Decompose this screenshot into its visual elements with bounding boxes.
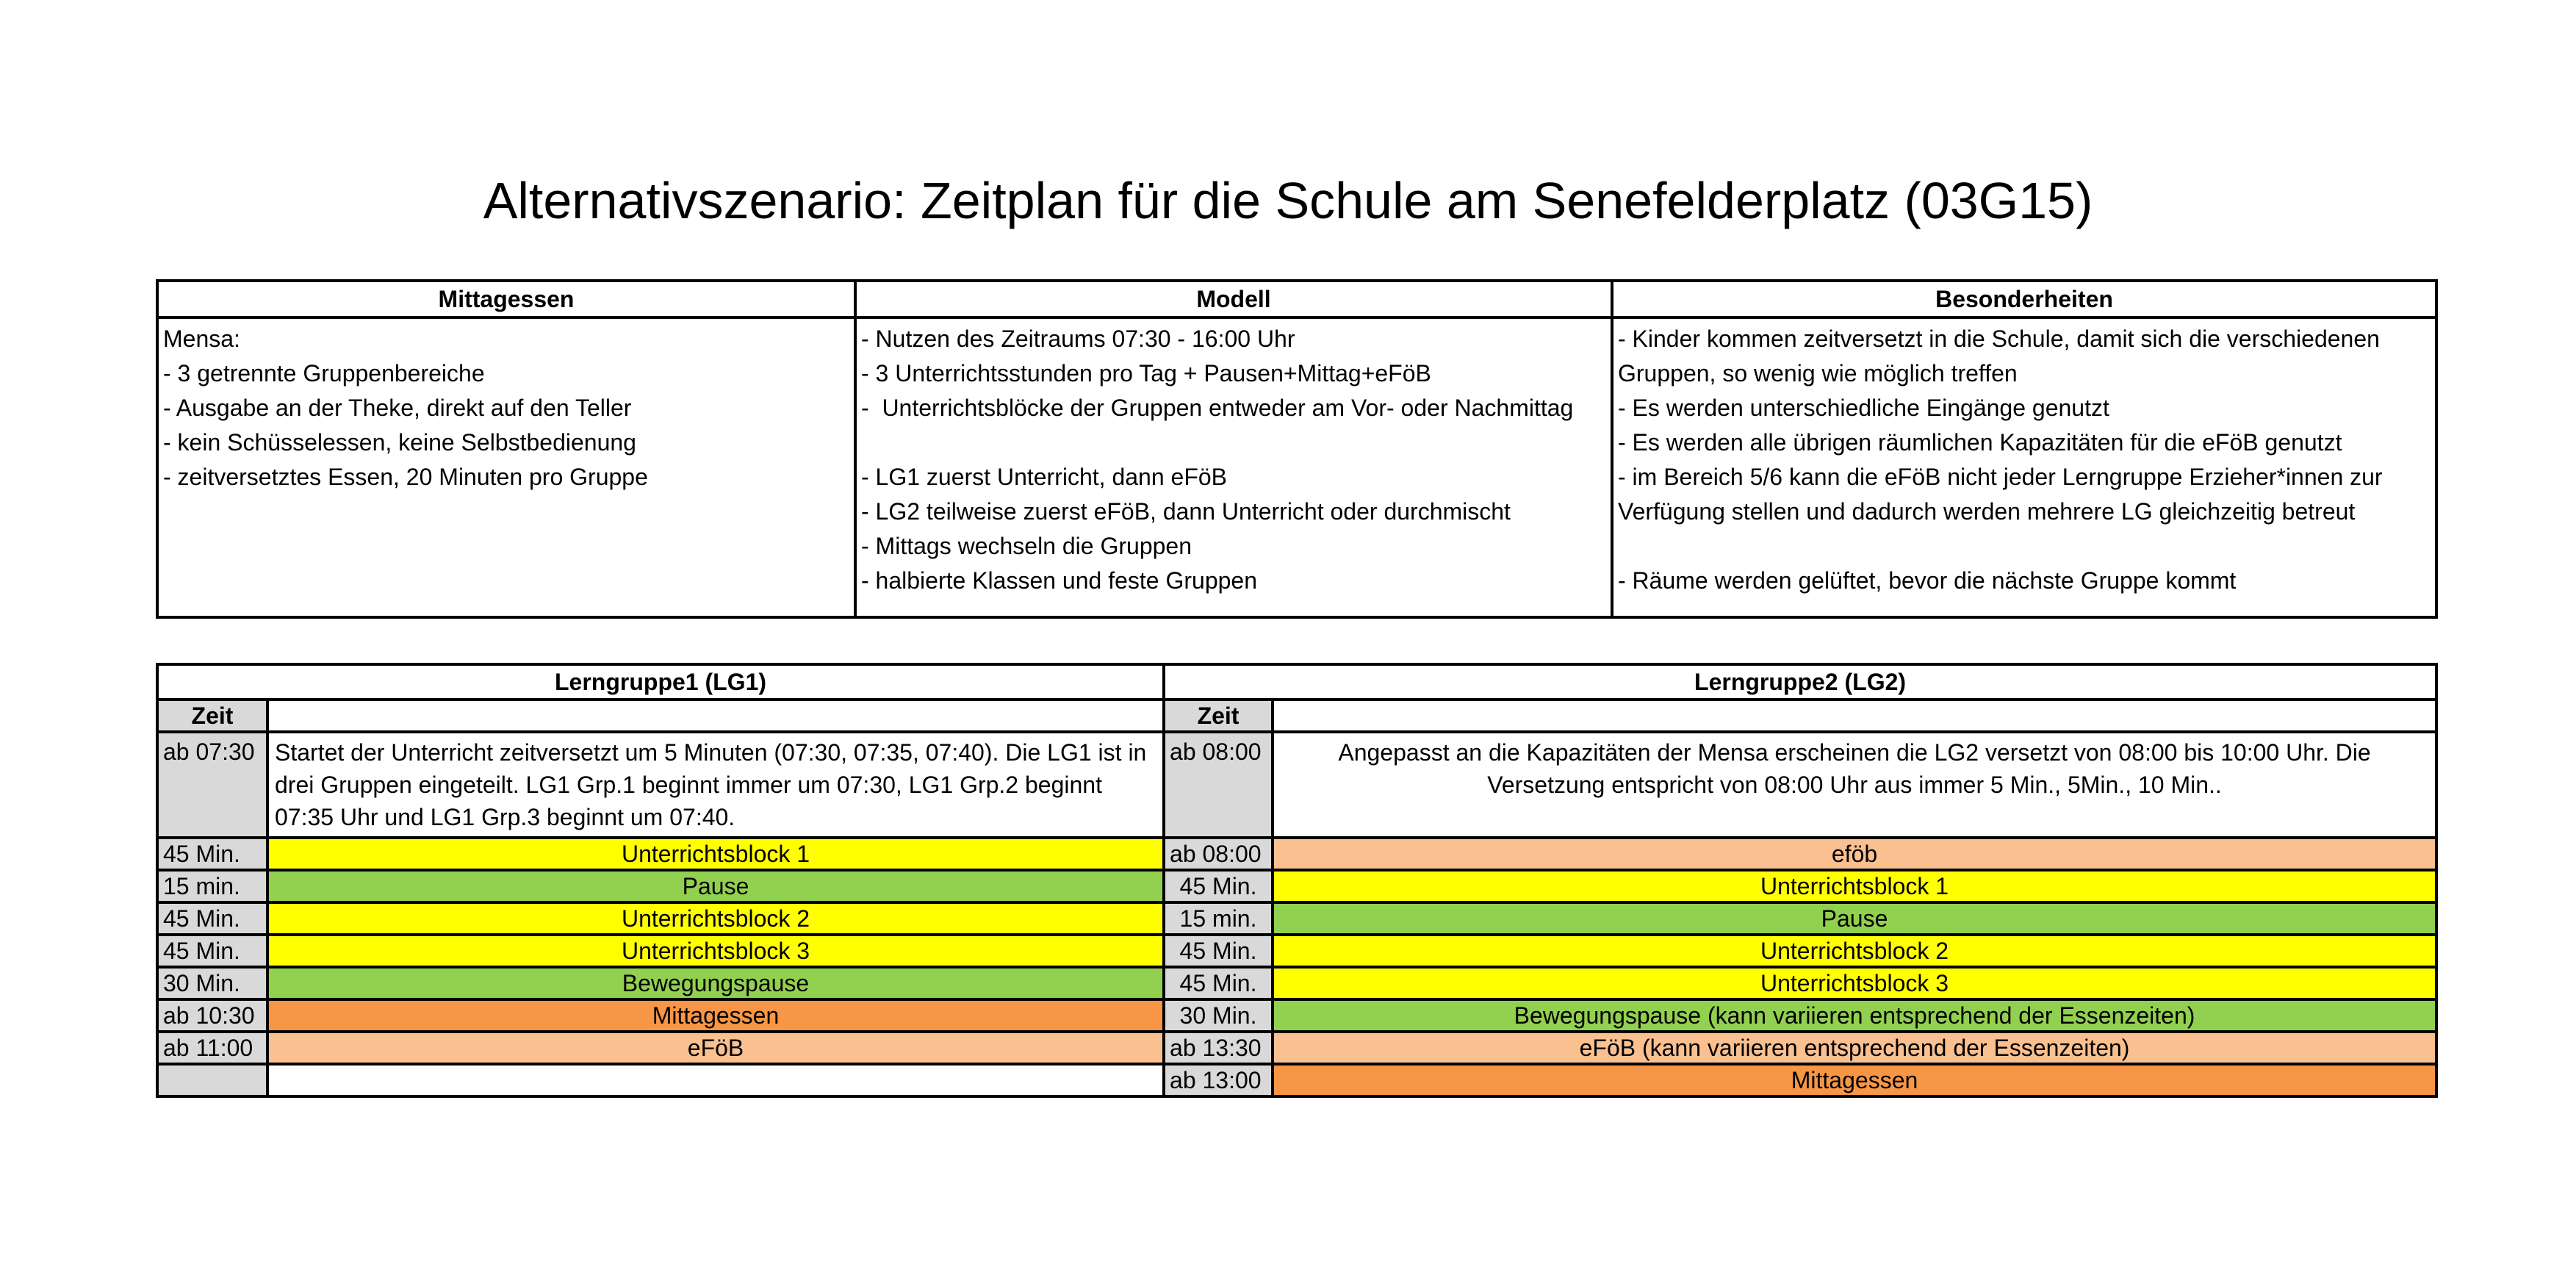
lg1-row-time: ab 10:30 [157, 999, 267, 1032]
modell-line: - Nutzen des Zeitraums 07:30 - 16:00 Uhr [861, 326, 1295, 352]
lg1-row-time [157, 1064, 267, 1096]
schedule-table [156, 663, 2438, 1098]
lg2-row-time: ab 13:30 [1164, 1032, 1273, 1064]
lg1-row-activity: Pause [267, 870, 1164, 902]
lg2-row-activity: Unterrichtsblock 1 [1273, 870, 2436, 902]
lg1-row-time: ab 11:00 [157, 1032, 267, 1064]
lg1-row-time: 45 Min. [157, 838, 267, 870]
schedule-row [157, 1032, 2436, 1064]
besonderheiten-line: - Kinder kommen zeitversetzt in die Schule, damit sich die verschiedenen Gruppen, so wenig wie möglich treffen [1618, 326, 2380, 387]
lg2-header: Lerngruppe2 (LG2) [1164, 664, 2436, 700]
lg1-row-activity: Unterrichtsblock 3 [267, 935, 1164, 967]
besonderheiten-cell [1612, 317, 2436, 617]
lg2-row-time: 15 min. [1164, 902, 1273, 935]
lg1-row-activity: Unterrichtsblock 1 [267, 838, 1164, 870]
lg2-row-time: 45 Min. [1164, 935, 1273, 967]
lg2-row-time: 30 Min. [1164, 999, 1273, 1032]
lg1-row-time: 15 min. [157, 870, 267, 902]
lg1-row-activity: Bewegungspause [267, 967, 1164, 999]
lg2-row-time: ab 08:00 [1164, 838, 1273, 870]
schedule-row [157, 967, 2436, 999]
page-title: Alternativszenario: Zeitplan für die Schule am Senefelderplatz (03G15) [483, 172, 2093, 229]
mittagessen-line: Mensa: [163, 326, 240, 352]
schedule-row [157, 1064, 2436, 1096]
lg2-blank-header [1273, 700, 2436, 732]
lg1-row-activity: Unterrichtsblock 2 [267, 902, 1164, 935]
mittagessen-line: - kein Schüsselessen, keine Selbstbedienung [163, 429, 636, 456]
overview-table [156, 279, 2438, 619]
lg1-row-time: 45 Min. [157, 902, 267, 935]
modell-line: - LG1 zuerst Unterricht, dann eFöB [861, 464, 1227, 490]
mittagessen-line: - 3 getrennte Gruppenbereiche [163, 360, 485, 387]
modell-line: - Mittags wechseln die Gruppen [861, 533, 1192, 559]
lg1-row-activity: Mittagessen [267, 999, 1164, 1032]
modell-line [861, 425, 1606, 460]
modell-line: - Unterrichtsblöcke der Gruppen entweder am Vor- oder Nachmittag [861, 395, 1574, 421]
lg2-intro-time: ab 08:00 [1164, 732, 1273, 838]
lg2-intro-text: Angepasst an die Kapazitäten der Mensa erscheinen die LG2 versetzt von 08:00 bis 10:00 Uhr. Die Versetzung entspricht von 08:00 Uhr aus immer 5 Min., 5Min., 10 Min.. [1273, 732, 2436, 838]
lg1-row-activity: eFöB [267, 1032, 1164, 1064]
lg2-row-activity: Bewegungspause (kann variieren entsprechend der Essenzeiten) [1273, 999, 2436, 1032]
lg2-row-activity: Pause [1273, 902, 2436, 935]
modell-line: - halbierte Klassen und feste Gruppen [861, 567, 1257, 594]
lg1-row-activity [267, 1064, 1164, 1096]
lg2-row-activity: Unterrichtsblock 2 [1273, 935, 2436, 967]
schedule-row [157, 999, 2436, 1032]
lg2-zeit-label: Zeit [1164, 700, 1273, 732]
lg2-row-time: 45 Min. [1164, 967, 1273, 999]
lg2-row-activity: eFöB (kann variieren entsprechend der Essenzeiten) [1273, 1032, 2436, 1064]
modell-cell [855, 317, 1612, 617]
lg2-row-time: 45 Min. [1164, 870, 1273, 902]
lg1-zeit-label: Zeit [157, 700, 267, 732]
besonderheiten-line [1618, 529, 2431, 564]
header-mittagessen: Mittagessen [157, 281, 855, 317]
lg1-row-time: 45 Min. [157, 935, 267, 967]
modell-line: - 3 Unterrichtsstunden pro Tag + Pausen+Mittag+eFöB [861, 360, 1431, 387]
schedule-row [157, 870, 2436, 902]
schedule-row [157, 902, 2436, 935]
lg1-intro-text: Startet der Unterricht zeitversetzt um 5 Minuten (07:30, 07:35, 07:40). Die LG1 ist in drei Gruppen eingeteilt. LG1 Grp.1 beginnt immer um 07:30, LG1 Grp.2 beginnt 07:35 Uhr und LG1 Grp.3 beginnt um 07:40. [267, 732, 1164, 838]
schedule-row [157, 935, 2436, 967]
mittagessen-cell [157, 317, 855, 617]
lg1-blank-header [267, 700, 1164, 732]
lg1-row-time: 30 Min. [157, 967, 267, 999]
lg1-header: Lerngruppe1 (LG1) [157, 664, 1164, 700]
lg1-intro-time: ab 07:30 [157, 732, 267, 838]
header-besonderheiten: Besonderheiten [1612, 281, 2436, 317]
schedule-row [157, 838, 2436, 870]
lg2-row-activity: eföb [1273, 838, 2436, 870]
besonderheiten-line: - Es werden alle übrigen räumlichen Kapazitäten für die eFöB genutzt [1618, 429, 2342, 456]
besonderheiten-line: - Es werden unterschiedliche Eingänge genutzt [1618, 395, 2109, 421]
lg2-row-activity: Mittagessen [1273, 1064, 2436, 1096]
header-modell: Modell [855, 281, 1612, 317]
besonderheiten-line: - Räume werden gelüftet, bevor die nächste Gruppe kommt [1618, 567, 2237, 594]
mittagessen-line: - zeitversetztes Essen, 20 Minuten pro Gruppe [163, 464, 648, 490]
mittagessen-line: - Ausgabe an der Theke, direkt auf den Teller [163, 395, 632, 421]
lg2-row-activity: Unterrichtsblock 3 [1273, 967, 2436, 999]
modell-line: - LG2 teilweise zuerst eFöB, dann Unterricht oder durchmischt [861, 498, 1511, 525]
lg2-row-time: ab 13:00 [1164, 1064, 1273, 1096]
besonderheiten-line: - im Bereich 5/6 kann die eFöB nicht jeder Lerngruppe Erzieher*innen zur Verfügung stellen und dadurch werden mehrere LG gleichzeitig betreut [1618, 464, 2383, 525]
